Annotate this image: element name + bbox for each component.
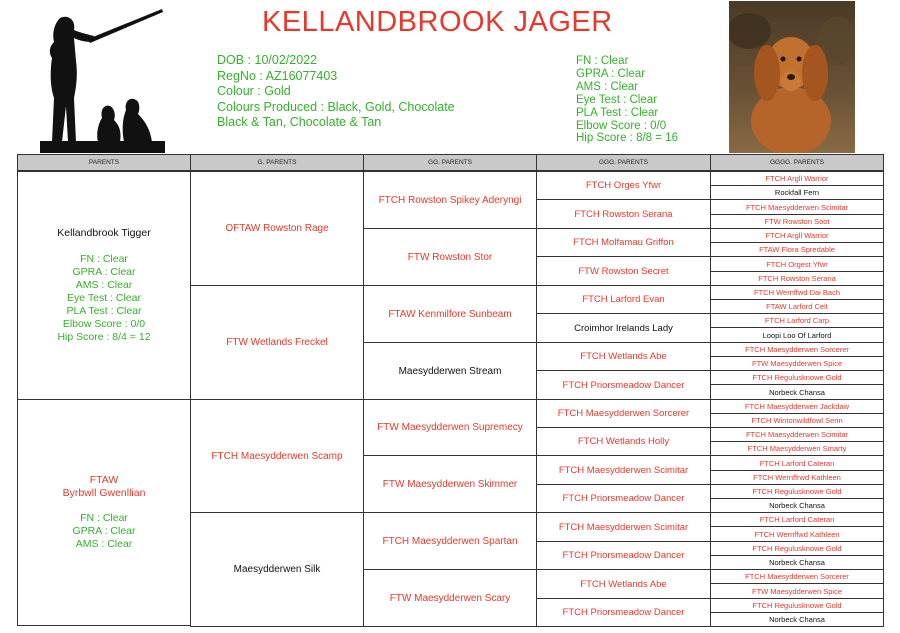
sire-health-line: Eye Test : Clear xyxy=(67,291,141,304)
health-line: GPRA : Clear xyxy=(576,67,646,80)
ggggparent-cell xyxy=(710,327,884,343)
ggggparent-cell xyxy=(710,370,884,385)
ggggparent-cell xyxy=(710,484,884,499)
reg-no: RegNo : AZ16077403 xyxy=(217,68,338,83)
ggggparent-name: Rockfall Fern xyxy=(774,188,820,197)
dog-photo xyxy=(729,1,855,153)
gggparent-name: FTCH Wetlands Abe xyxy=(580,351,667,362)
dam-health-line: AMS : Clear xyxy=(75,538,133,551)
colour: Colour : Gold xyxy=(217,84,291,98)
gparent-cell xyxy=(190,285,364,400)
ggggparent-name: FTAW Flora Spredable xyxy=(759,245,835,254)
gggparent-cell xyxy=(536,455,711,485)
ggggparent-name: FTCH Regulusknowe Gold xyxy=(752,487,842,496)
ggparent-cell xyxy=(363,228,537,286)
gggparent-name: Croimhor Irelands Lady xyxy=(574,322,673,334)
sire-health-line: FN : Clear xyxy=(80,253,128,266)
health-line: Elbow Score : 0/0 xyxy=(576,119,667,132)
ggggparent-cell xyxy=(710,441,884,456)
gggparent-cell xyxy=(536,598,711,627)
gggparent-cell xyxy=(536,199,711,229)
ggparent-name: FTCH Rowston Spikey Aderyngi xyxy=(378,194,522,206)
ggggparent-cell xyxy=(710,555,884,570)
gggparent-cell xyxy=(536,256,711,286)
gggparent-cell xyxy=(536,313,711,343)
ggggparent-name: FTCH Maesydderwen Scimitar xyxy=(745,202,849,212)
dog-name-title: KELLANDBROOK JAGER xyxy=(262,6,613,38)
dog-info xyxy=(217,53,455,131)
gggparent-name: FTCH Maesydderwen Scimitar xyxy=(558,464,689,476)
ggggparent-cell xyxy=(710,271,884,286)
gggparent-cell xyxy=(536,228,711,257)
ggparent-cell xyxy=(363,342,537,400)
ggggparent-cell xyxy=(710,541,884,556)
ggggparent-cell xyxy=(710,427,884,442)
ggggparent-cell xyxy=(710,399,884,414)
dam-health-line: FN : Clear xyxy=(80,512,128,525)
gggparent-cell xyxy=(536,399,711,428)
header-gggparents: GGG. PARENTS xyxy=(536,154,711,171)
ggggparent-cell xyxy=(710,313,884,328)
ggggparent-name: FTCH Larford Carp xyxy=(764,316,830,325)
gparent-name: OFTAW Rowston Rage xyxy=(225,223,329,234)
ggggparent-cell xyxy=(710,455,884,471)
sire-health-line: Elbow Score : 0/0 xyxy=(62,317,146,330)
ggparent-cell xyxy=(363,455,537,513)
ggparent-cell xyxy=(363,285,537,343)
ggggparent-name: Norbeck Chansa xyxy=(769,387,825,397)
ggggparent-name: FTCH Wernffwd Dai Bach xyxy=(754,288,840,297)
ggggparent-name: FTCH Rowston Serana xyxy=(758,274,836,283)
ggggparent-cell xyxy=(710,612,884,627)
ggparent-name: FTW Maesydderwen Scary xyxy=(389,592,511,604)
ggggparent-cell xyxy=(710,384,884,400)
ggparent-cell xyxy=(363,512,537,570)
ggparent-name: Maesydderwen Stream xyxy=(398,365,502,377)
ggggparent-name: FTCH Maesydderwen Smarty xyxy=(747,444,847,453)
ggggparent-cell xyxy=(710,171,884,186)
gggparent-name: FTCH Maesydderwen Scimitar xyxy=(558,521,689,533)
ggggparent-cell xyxy=(710,598,884,613)
ggggparent-name: Norbeck Chansa xyxy=(769,558,825,567)
ggggparent-cell xyxy=(710,242,884,257)
ggggparent-name: FTAW Larford Celt xyxy=(766,302,828,311)
ggggparent-cell xyxy=(710,342,884,357)
ggggparent-name: Loopi Loo Of Larford xyxy=(762,330,832,340)
gparent-cell xyxy=(190,171,364,286)
ggggparent-name: FTCH Orgest Yfwr xyxy=(766,259,828,269)
sire-name: Kellandbrook Tigger xyxy=(57,227,151,240)
gggparent-name: FTCH Larford Evan xyxy=(582,294,665,305)
gggparent-cell xyxy=(536,484,711,513)
ggggparent-name: FTCH Larford Cateran xyxy=(759,458,835,468)
ggggparent-name: FTCH Wernffrwd Kathleen xyxy=(753,473,841,482)
ggggparent-cell xyxy=(710,470,884,485)
header-ggggparents: GGGG. PARENTS xyxy=(710,154,884,171)
ggparent-name: FTCH Maesydderwen Spartan xyxy=(382,535,518,547)
sire-health-line: GPRA : Clear xyxy=(72,266,136,279)
ggggparent-cell xyxy=(710,228,884,243)
header-gparents: G. PARENTS xyxy=(190,154,364,171)
ggparent-cell xyxy=(363,399,537,456)
gggparent-name: FTCH Maesydderwen Sorcerer xyxy=(557,408,690,419)
ggggparent-name: FTCH Maesydderwen Jackdaw xyxy=(744,402,850,411)
dam-cell xyxy=(17,399,191,626)
gggparent-name: FTCH Molfamau Griffon xyxy=(573,237,674,248)
gparent-cell xyxy=(190,399,364,513)
gparent-name: FTCH Maesydderwen Scamp xyxy=(211,450,343,462)
gggparent-name: FTCH Orges Yfwr xyxy=(585,180,662,191)
ggggparent-name: FTCH Wintonwildfowl Serin xyxy=(751,416,843,425)
ggggparent-cell xyxy=(710,498,884,513)
gggparent-cell xyxy=(536,541,711,570)
ggparent-name: FTAW Kenmilfore Sunbeam xyxy=(388,308,512,320)
gggparent-name: FTCH Priorsmeadow Dancer xyxy=(562,379,685,391)
health-line: FN : Clear xyxy=(576,55,629,67)
ggggparent-name: FTCH Argll Warrior xyxy=(765,174,829,183)
ggparent-name: FTW Maesydderwen Skimmer xyxy=(382,478,518,490)
gparent-name: Maesydderwen Silk xyxy=(233,564,321,575)
sire-health-line: Hip Score : 8/4 = 12 xyxy=(57,330,151,343)
gggparent-cell xyxy=(536,285,711,314)
sire-cell xyxy=(17,171,191,400)
colours-produced-line-1: Colours Produced : Black, Gold, Chocolate xyxy=(217,99,455,114)
ggggparent-name: FTW Maesydderwen Spice xyxy=(751,359,843,368)
ggggparent-name: FTW Rowston Soot xyxy=(764,217,830,226)
sire-health-line: AMS : Clear xyxy=(75,279,133,292)
gggparent-cell xyxy=(536,569,711,599)
ggggparent-cell xyxy=(710,356,884,371)
ggggparent-cell xyxy=(710,512,884,527)
ggggparent-cell xyxy=(710,583,884,599)
ggggparent-cell xyxy=(710,214,884,229)
gggparent-name: FTCH Priorsmeadow Dancer xyxy=(562,607,685,618)
ggggparent-name: FTCH Maesydderwen Sorcerer xyxy=(745,572,849,581)
dog-health xyxy=(576,55,678,145)
ggparent-cell xyxy=(363,569,537,627)
ggggparent-name: FTCH Larford Cateran xyxy=(759,515,835,524)
ggggparent-name: FTCH Maesydderwen Scimitar xyxy=(745,430,849,439)
gggparent-name: FTCH Rowston Serana xyxy=(574,208,673,220)
header-ggparents: GG. PARENTS xyxy=(363,154,537,171)
ggparent-name: FTW Maesydderwen Supremecy xyxy=(377,422,523,433)
ggggparent-name: FTCH Wernffwd Kathleen xyxy=(754,529,840,539)
ggparent-name: FTW Rowston Stor xyxy=(407,251,493,263)
hunter-silhouette-icon xyxy=(40,6,165,159)
ggggparent-cell xyxy=(710,299,884,314)
ggggparent-cell xyxy=(710,199,884,215)
gggparent-cell xyxy=(536,171,711,200)
dam-name: Byrbwll Gwenllian xyxy=(62,486,146,499)
ggggparent-name: FTCH Regulusknowe Gold xyxy=(752,373,842,382)
health-line: PLA Test : Clear xyxy=(576,106,659,119)
dob: DOB : 10/02/2022 xyxy=(217,53,318,67)
gggparent-name: FTW Rowston Secret xyxy=(578,265,669,277)
gggparent-cell xyxy=(536,427,711,456)
ggggparent-name: FTCH Regulusknowe Gold xyxy=(752,544,842,553)
ggggparent-name: FTCH Maesydderwen Sorcerer xyxy=(745,345,849,354)
sire-health-line: PLA Test : Clear xyxy=(66,304,142,317)
gggparent-cell xyxy=(536,512,711,542)
ggggparent-name: FTW Maesydderwen Spice xyxy=(751,586,843,596)
ggggparent-cell xyxy=(710,256,884,272)
ggggparent-cell xyxy=(710,285,884,300)
ggggparent-name: FTCH Argll Warrior xyxy=(765,231,829,240)
ggggparent-cell xyxy=(710,185,884,200)
health-line: Eye Test : Clear xyxy=(576,93,657,106)
gparent-name: FTW Wetlands Freckel xyxy=(226,337,328,348)
ggggparent-cell xyxy=(710,569,884,584)
ggparent-cell xyxy=(363,171,537,229)
colours-produced-line-2: Black & Tan, Chocolate & Tan xyxy=(217,115,382,129)
health-line: AMS : Clear xyxy=(576,80,638,93)
header-parents: PARENTS xyxy=(17,154,191,171)
ggggparent-name: FTCH Regulusknowe Gold xyxy=(752,601,842,610)
health-line: Hip Score : 8/8 = 16 xyxy=(576,132,678,145)
gggparent-name: FTCH Wetlands Holly xyxy=(577,436,670,447)
dam-title: FTAW xyxy=(89,473,119,486)
ggggparent-cell xyxy=(710,526,884,542)
gggparent-cell xyxy=(536,370,711,400)
ggggparent-name: Norbeck Chansa xyxy=(769,615,825,624)
dam-health-line: GPRA : Clear xyxy=(72,525,136,538)
ggggparent-name: Norbeck Chansa xyxy=(769,501,825,510)
gggparent-name: FTCH Priorsmeadow Dancer xyxy=(562,550,685,561)
ggggparent-cell xyxy=(710,413,884,428)
gparent-cell xyxy=(190,512,364,627)
gggparent-cell xyxy=(536,342,711,371)
gggparent-name: FTCH Priorsmeadow Dancer xyxy=(562,493,685,504)
gggparent-name: FTCH Wetlands Abe xyxy=(580,578,667,590)
